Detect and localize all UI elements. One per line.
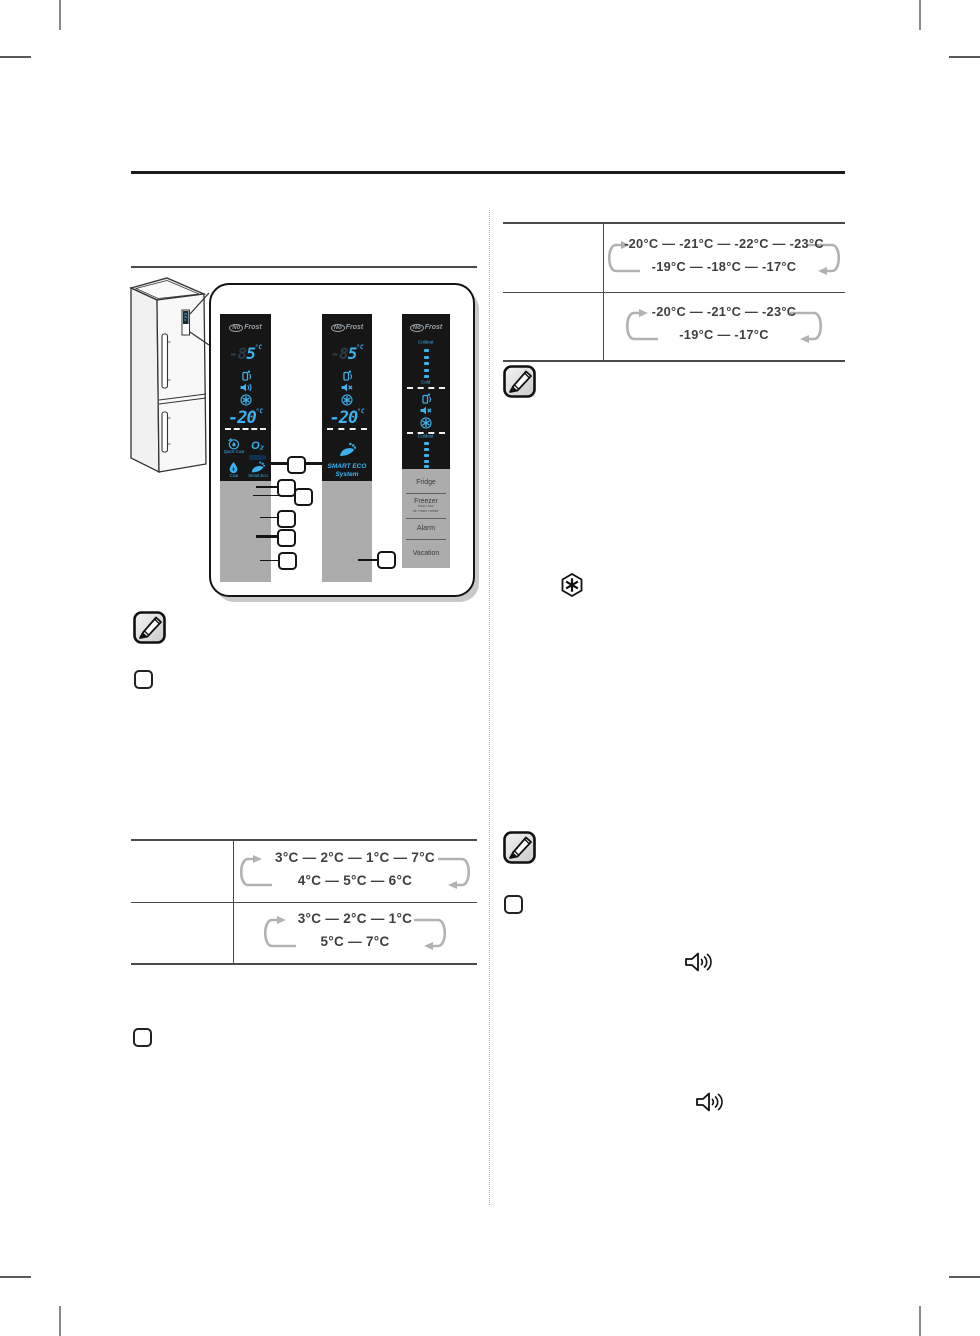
cycle-bottom-text: 5°C — 7°C	[320, 933, 390, 949]
table-row	[503, 224, 845, 292]
callout-box	[294, 488, 313, 506]
no-frost-logo: No Frost	[322, 324, 372, 332]
vacation-button: Vacation	[412, 548, 440, 557]
temp-cycle	[605, 235, 843, 281]
cool-feature	[222, 461, 245, 481]
smart-eco-icon	[250, 461, 265, 474]
control-panel-type1	[220, 314, 271, 582]
fridge-temp-display: $-85^{^\circ C}$	[228, 344, 263, 363]
no-frost-logo: No Frost	[402, 324, 450, 332]
door-alarm-icon	[420, 393, 433, 404]
sound-off-icon	[341, 382, 354, 393]
cold-label: Cold	[421, 380, 431, 385]
crop-mark-right-lower	[949, 1276, 980, 1278]
fridge-button: Fridge	[416, 477, 436, 486]
speaker-icon	[684, 950, 714, 974]
smart-eco-system-title: SMART ECO	[327, 463, 367, 470]
callout-box	[277, 529, 296, 547]
level-dot	[424, 448, 429, 451]
level-dot	[424, 442, 429, 445]
crop-mark-left-upper	[0, 56, 31, 58]
freezer-hold-note-line1: Hold 3 sec	[418, 505, 434, 509]
quick-cool-icon	[227, 437, 240, 450]
list-marker-box	[133, 1028, 152, 1047]
alarm-button: Alarm	[416, 523, 436, 532]
freezer-button: Freezer	[414, 496, 438, 505]
callout-box	[278, 552, 297, 570]
sound-off-icon	[420, 405, 433, 416]
door-alarm-icon	[239, 370, 252, 381]
fridge-temp-table	[131, 839, 477, 965]
crop-mark-top-left	[59, 0, 61, 30]
temp-cycle	[605, 303, 843, 349]
panel-button-area	[220, 481, 271, 582]
table-row	[131, 902, 477, 963]
coldest-label: Coldest	[418, 340, 434, 345]
quick-cool-feature	[222, 437, 245, 457]
note-icon	[503, 831, 536, 864]
note-icon	[503, 365, 536, 398]
level-dot	[424, 369, 429, 372]
callout-box	[287, 456, 306, 474]
table-row	[131, 841, 477, 902]
freezer-hold-note-line2: for Power Freeze	[413, 510, 439, 514]
cycle-top-text: -20°C — -21°C — -22°C — -23°C	[624, 236, 824, 251]
control-panel-type2	[322, 314, 372, 582]
coldest-label: Coldest	[418, 434, 434, 439]
freezer-temp-display: $-20^{^\circ C}$	[329, 408, 365, 428]
panel-dashed-divider	[407, 387, 445, 389]
freezer-temp-table	[503, 222, 845, 362]
crop-mark-right-upper	[949, 56, 980, 58]
level-dot	[424, 356, 429, 359]
freeze-indicator-icon	[240, 394, 252, 406]
callout-box	[377, 551, 396, 569]
fridge-temp-display: $-85^{^\circ C}$	[330, 344, 364, 363]
no-frost-oval: No	[229, 324, 243, 332]
freezer-temp-display: $-20^{^\circ C}$	[228, 408, 263, 428]
no-frost-text: Frost	[244, 324, 262, 331]
cycle-bottom-text: -19°C — -18°C — -17°C	[651, 259, 797, 274]
column-divider-dotted	[489, 210, 490, 1205]
ghost-segments: -8	[228, 344, 247, 363]
crop-mark-bottom-right	[919, 1306, 921, 1336]
o2-feature	[246, 436, 269, 460]
temp-cycle	[235, 910, 475, 956]
panel-dashed-divider	[225, 428, 266, 430]
smart-eco-icon	[338, 442, 356, 458]
level-dot	[424, 349, 429, 352]
level-dot	[424, 454, 429, 457]
cycle-bottom-text: 4°C — 5°C — 6°C	[297, 872, 413, 888]
speaker-icon	[695, 1090, 725, 1114]
list-marker-box	[504, 895, 523, 914]
level-dot	[424, 362, 429, 365]
freeze-indicator-icon	[420, 417, 432, 429]
callout-box	[277, 510, 296, 528]
smart-eco-label: Smart Eco	[247, 474, 268, 479]
level-dot	[424, 460, 429, 463]
cool-icon	[228, 461, 239, 474]
freeze-indicator-icon	[341, 394, 353, 406]
cycle-top-text: -20°C — -21°C — -23°C	[651, 304, 797, 319]
level-dot	[424, 375, 429, 378]
cycle-top-text: 3°C — 2°C — 1°C	[297, 910, 413, 926]
sound-on-icon	[239, 382, 252, 393]
cycle-bottom-text: -19°C — -17°C	[679, 327, 769, 342]
table-row	[503, 292, 845, 360]
cycle-top-text: 3°C — 2°C — 1°C — 7°C	[275, 849, 435, 865]
panel-dashed-divider	[327, 428, 367, 430]
level-dot	[424, 465, 429, 468]
panel-button-area	[322, 481, 372, 582]
o2-badge	[249, 455, 266, 460]
button-divider	[406, 493, 446, 494]
button-divider	[406, 539, 446, 540]
crop-mark-bottom-left	[59, 1306, 61, 1336]
list-marker-box	[134, 670, 153, 689]
door-alarm-icon	[341, 370, 354, 381]
control-panel-type3	[402, 314, 450, 568]
snowflake-icon	[560, 572, 584, 598]
quick-cool-label: Quick Cool	[223, 450, 244, 455]
note-icon	[133, 611, 166, 644]
temp-cycle	[235, 849, 475, 895]
cool-label: Cool	[229, 474, 238, 479]
section-rule	[131, 171, 845, 174]
button-divider	[406, 518, 446, 519]
left-column-rule	[131, 266, 477, 268]
o2-icon: O₂	[251, 440, 264, 452]
no-frost-logo	[220, 324, 271, 332]
smart-eco-system-subtitle: System	[335, 471, 359, 478]
crop-mark-left-lower	[0, 1276, 31, 1278]
crop-mark-top-right	[919, 0, 921, 30]
